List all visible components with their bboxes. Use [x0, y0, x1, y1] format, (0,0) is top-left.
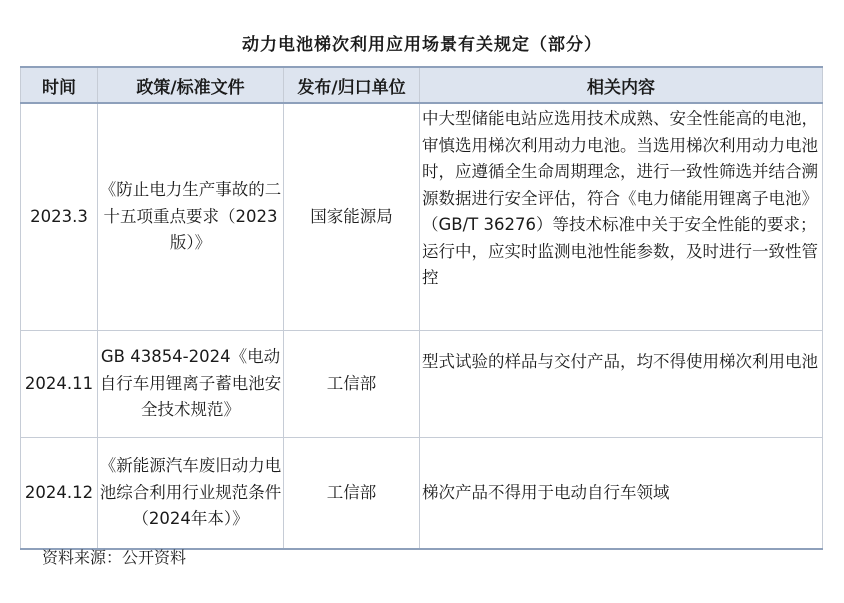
table-title: 动力电池梯次利用应用场景有关规定（部分）: [242, 35, 602, 55]
header-document: 政策/标准文件: [98, 67, 284, 103]
table-row: [21, 438, 823, 550]
cell-document: 《防止电力生产事故的二十五项重点要求（2023版）》: [98, 103, 284, 331]
cell-document: 《新能源汽车废旧动力电池综合利用行业规范条件（2024年本）》: [98, 438, 284, 550]
cell-time: 2024.11: [21, 331, 98, 438]
cell-content: 中大型储能电站应选用技术成熟、安全性能高的电池，审慎选用梯次利用动力电池。当选用梯次利用动力电池时，应遵循全生命周期理念，进行一致性筛选并结合溯源数据进行安全评估，符合《电力储能用锂离子电池》（GB/T 36276）等技术标准中关于安全性能的要求；运行中，应实时监测电池性能参数，及时进行一致性管控: [420, 103, 823, 331]
table-row: [21, 103, 823, 331]
cell-content: 型式试验的样品与交付产品，均不得使用梯次利用电池: [420, 331, 823, 438]
cell-unit: 工信部: [284, 331, 420, 438]
source-note: 资料来源：公开资料: [42, 548, 187, 567]
cell-unit: 国家能源局: [284, 103, 420, 331]
cell-time: 2024.12: [21, 438, 98, 550]
regulations-table: [20, 66, 823, 550]
header-content: 相关内容: [420, 67, 823, 103]
cell-unit: 工信部: [284, 438, 420, 550]
header-unit: 发布/归口单位: [284, 67, 420, 103]
table-header-row: [21, 67, 823, 103]
table-row: [21, 331, 823, 438]
cell-time: 2023.3: [21, 103, 98, 331]
cell-content: 梯次产品不得用于电动自行车领域: [420, 438, 823, 550]
cell-document: GB 43854-2024《电动自行车用锂离子蓄电池安全技术规范》: [98, 331, 284, 438]
header-time: 时间: [21, 67, 98, 103]
